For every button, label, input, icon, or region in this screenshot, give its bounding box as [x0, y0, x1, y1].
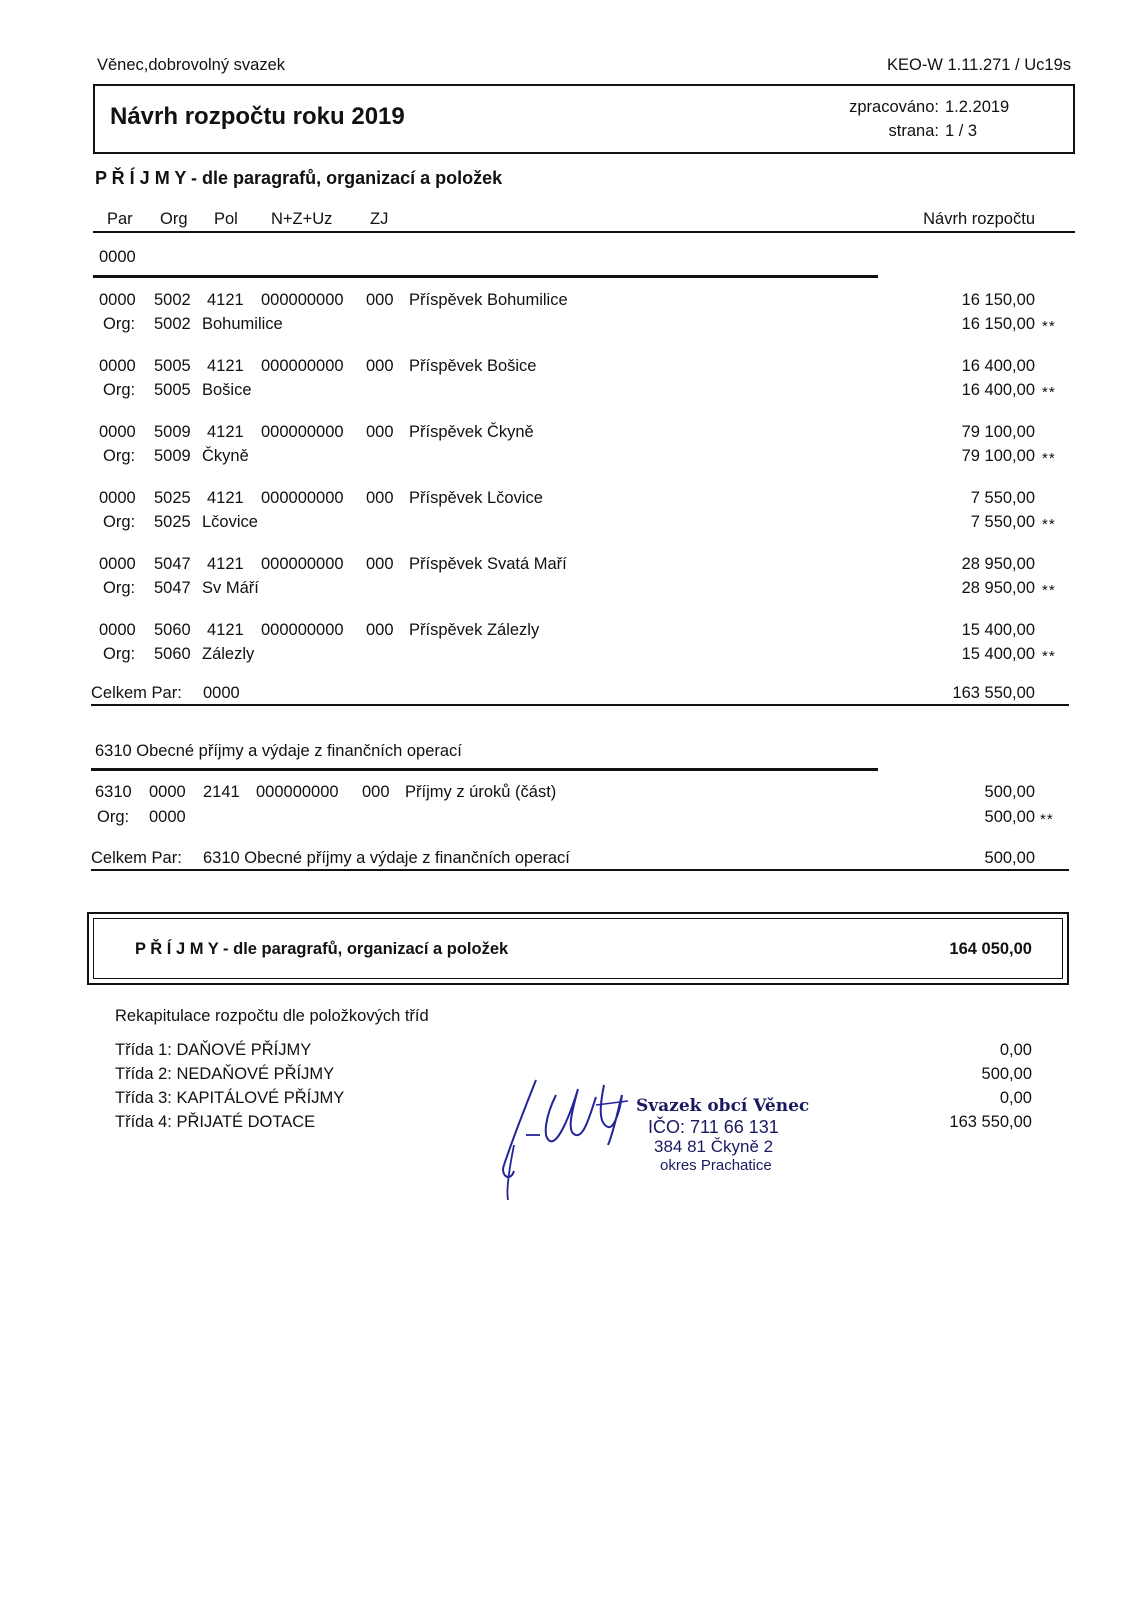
summary-amount: 164 050,00: [949, 940, 1032, 958]
recap-amount: 163 550,00: [949, 1113, 1032, 1131]
cell-amount: 7 550,00: [970, 489, 1035, 507]
cell-nzuz: 000000000: [261, 489, 344, 507]
stamp-line-3: 384 81 Čkyně 2: [654, 1136, 774, 1156]
org-name: Zálezly: [202, 645, 255, 663]
cell-desc: Příspěvek Čkyně: [409, 423, 534, 441]
col-pol-header: Pol: [214, 210, 238, 228]
org-label: Org:: [103, 645, 136, 663]
stamp-line-2: IČO: 711 66 131: [648, 1116, 779, 1137]
cell-pol: 4121: [207, 621, 244, 639]
org-code: 5060: [154, 645, 191, 663]
cell-pol: 4121: [207, 489, 244, 507]
recap-amount: 0,00: [999, 1089, 1032, 1107]
prepared-date: 1.2.2019: [945, 98, 1010, 116]
recap-amount: 0,00: [999, 1041, 1032, 1059]
cell-desc: Příspěvek Lčovice: [409, 489, 543, 507]
signature: [496, 1075, 646, 1205]
recap-title: Rekapitulace rozpočtu dle položkových tříd: [115, 1007, 429, 1025]
cell-amount: 79 100,00: [961, 423, 1035, 441]
col-org-header: Org: [160, 210, 188, 228]
recap-amount: 500,00: [981, 1065, 1032, 1083]
cell-desc: Příspěvek Bohumilice: [409, 291, 568, 309]
org-amount: 16 150,00: [961, 315, 1035, 333]
cell-zj: 000: [362, 783, 390, 801]
cell-pol: 4121: [207, 555, 244, 573]
cell-org: 5060: [154, 621, 191, 639]
org-code: 5047: [154, 579, 191, 597]
cell-pol: 4121: [207, 357, 244, 375]
document-code: KEO-W 1.11.271 / Uc19s: [886, 56, 1071, 74]
org-amount: 15 400,00: [961, 645, 1035, 663]
org-code: 0000: [149, 808, 186, 826]
cell-par: 0000: [99, 555, 136, 573]
header-rule: [93, 231, 1075, 233]
recap-label: Třída 3: KAPITÁLOVÉ PŘÍJMY: [115, 1089, 345, 1107]
col-nzuz-header: N+Z+Uz: [271, 210, 333, 228]
subtotal-marker: **: [1042, 318, 1056, 335]
cell-amount: 15 400,00: [961, 621, 1035, 639]
total-rule: [91, 869, 1069, 871]
cell-par: 0000: [99, 291, 136, 309]
cell-amount: 500,00: [984, 783, 1035, 801]
org-label: Org:: [103, 381, 136, 399]
stamp: [636, 1098, 856, 1173]
recap-label: Třída 2: NEDAŇOVÉ PŘÍJMY: [115, 1065, 335, 1083]
org-name: Lčovice: [202, 513, 258, 531]
col-par-header: Par: [107, 210, 133, 228]
cell-zj: 000: [366, 357, 394, 375]
col-zj-header: ZJ: [370, 210, 389, 228]
org-name: Bohumilice: [202, 315, 283, 333]
cell-zj: 000: [366, 423, 394, 441]
cell-par: 6310: [95, 783, 132, 801]
cell-desc: Příspěvek Bošice: [409, 357, 537, 375]
org-code: 5002: [154, 315, 191, 333]
cell-zj: 000: [366, 291, 394, 309]
prepared-label: zpracováno:: [849, 98, 939, 116]
cell-pol: 4121: [207, 291, 244, 309]
cell-org: 5047: [154, 555, 191, 573]
org-label: Org:: [97, 808, 130, 826]
total-label: Celkem Par:: [91, 849, 182, 867]
organization-name: Věnec,dobrovolný svazek: [97, 56, 286, 74]
cell-zj: 000: [366, 489, 394, 507]
col-amount-header: Návrh rozpočtu: [923, 210, 1035, 228]
org-name: Sv Máří: [202, 579, 259, 597]
org-code: 5025: [154, 513, 191, 531]
cell-desc: Příjmy z úroků (část): [405, 783, 557, 801]
org-name: Čkyně: [202, 447, 249, 465]
cell-org: 5002: [154, 291, 191, 309]
cell-amount: 16 150,00: [961, 291, 1035, 309]
org-label: Org:: [103, 447, 136, 465]
cell-par: 0000: [99, 489, 136, 507]
cell-nzuz: 000000000: [261, 555, 344, 573]
total-rule: [91, 704, 1069, 706]
cell-pol: 4121: [207, 423, 244, 441]
page-title: Návrh rozpočtu roku 2019: [110, 103, 405, 130]
total-amount: 163 550,00: [952, 684, 1035, 702]
group-heading: 0000: [99, 248, 136, 266]
org-label: Org:: [103, 513, 136, 531]
stamp-line-4: okres Prachatice: [660, 1156, 772, 1174]
group-rule: [93, 275, 878, 278]
cell-par: 0000: [99, 357, 136, 375]
cell-nzuz: 000000000: [261, 291, 344, 309]
org-label: Org:: [103, 579, 136, 597]
cell-desc: Příspěvek Svatá Maří: [409, 555, 567, 573]
subtotal-marker: **: [1042, 582, 1056, 599]
section-title: P Ř Í J M Y - dle paragrafů, organizací a položek: [95, 168, 503, 188]
cell-zj: 000: [366, 621, 394, 639]
cell-amount: 16 400,00: [961, 357, 1035, 375]
group-rule: [91, 768, 878, 771]
total-par: 0000: [203, 684, 240, 702]
org-code: 5009: [154, 447, 191, 465]
org-amount: 500,00: [984, 808, 1035, 826]
cell-nzuz: 000000000: [261, 423, 344, 441]
stamp-line-1: Svazek obcí Věnec: [636, 1096, 810, 1116]
cell-zj: 000: [366, 555, 394, 573]
page-label: strana:: [888, 122, 939, 140]
total-label: Celkem Par:: [91, 684, 182, 702]
page-number: 1 / 3: [945, 122, 978, 140]
cell-par: 0000: [99, 423, 136, 441]
org-name: Bošice: [202, 381, 252, 399]
cell-amount: 28 950,00: [961, 555, 1035, 573]
subtotal-marker: **: [1042, 516, 1056, 533]
cell-desc: Příspěvek Zálezly: [409, 621, 540, 639]
total-par: 6310 Obecné příjmy a výdaje z finančních operací: [203, 849, 570, 867]
subtotal-marker: **: [1040, 811, 1054, 828]
group-heading: 6310 Obecné příjmy a výdaje z finančních operací: [95, 742, 462, 760]
org-amount: 16 400,00: [961, 381, 1035, 399]
recap-label: Třída 4: PŘIJATÉ DOTACE: [115, 1113, 316, 1131]
summary-label: P Ř Í J M Y - dle paragrafů, organizací a položek: [135, 940, 509, 958]
subtotal-marker: **: [1042, 648, 1056, 665]
org-amount: 28 950,00: [961, 579, 1035, 597]
subtotal-marker: **: [1042, 450, 1056, 467]
subtotal-marker: **: [1042, 384, 1056, 401]
org-code: 5005: [154, 381, 191, 399]
org-amount: 7 550,00: [970, 513, 1035, 531]
cell-pol: 2141: [203, 783, 240, 801]
cell-nzuz: 000000000: [256, 783, 339, 801]
cell-org: 5025: [154, 489, 191, 507]
cell-org: 5005: [154, 357, 191, 375]
recap-label: Třída 1: DAŇOVÉ PŘÍJMY: [115, 1041, 312, 1059]
cell-nzuz: 000000000: [261, 357, 344, 375]
org-label: Org:: [103, 315, 136, 333]
cell-par: 0000: [99, 621, 136, 639]
cell-org: 0000: [149, 783, 186, 801]
cell-org: 5009: [154, 423, 191, 441]
total-amount: 500,00: [984, 849, 1035, 867]
cell-nzuz: 000000000: [261, 621, 344, 639]
org-amount: 79 100,00: [961, 447, 1035, 465]
